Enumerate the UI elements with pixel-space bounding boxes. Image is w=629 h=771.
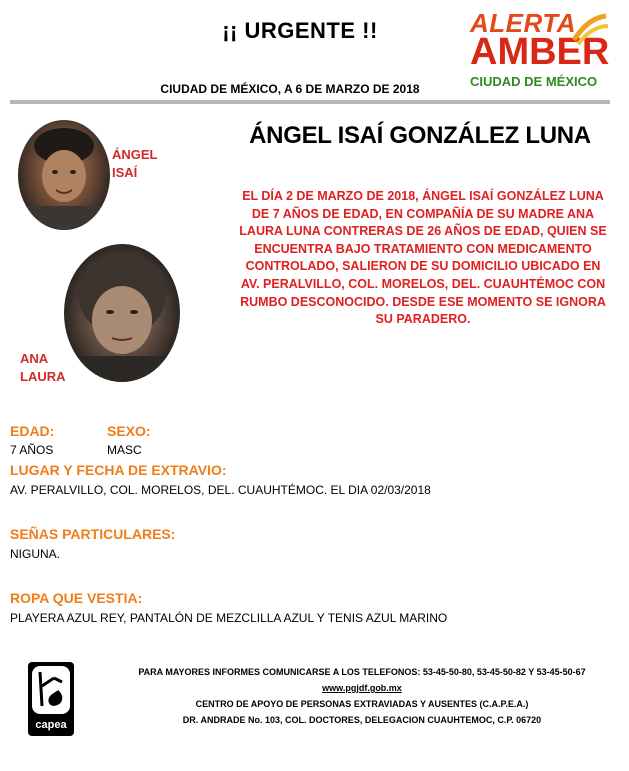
mother-photo: [64, 244, 180, 382]
description-line: DE 7 AÑOS DE EDAD, EN COMPAÑÍA DE SU MADRE ANA: [251, 206, 595, 221]
urgent-heading: ¡¡ URGENTE !!: [222, 18, 378, 43]
logo-alerta-text: ALERTA: [470, 8, 577, 38]
capea-text: capea: [35, 719, 67, 731]
clothes-value: PLAYERA AZUL REY, PANTALÓN DE MEZCLILLA AZUL Y TENIS AZUL MARINO: [10, 611, 448, 625]
case-description: [228, 188, 618, 329]
mother-photo-label-first: ANA: [20, 351, 49, 366]
footer-center: CENTRO DE APOYO DE PERSONAS EXTRAVIADAS Y AUSENTES (C.A.P.E.A.): [195, 699, 529, 709]
description-line: EL DÍA 2 DE MARZO DE 2018, ÁNGEL ISAÍ GONZÁLEZ LUNA: [242, 189, 604, 203]
description-line: AV. PERALVILLO, COL. MORELOS, DEL. CUAUHTÉMOC CON: [240, 276, 606, 291]
place-date-lost-value: AV. PERALVILLO, COL. MORELOS, DEL. CUAUHTÉMOC. EL DIA 02/03/2018: [10, 483, 431, 497]
footer-phones: PARA MAYORES INFORMES COMUNICARSE A LOS TELEFONOS: 53-45-50-80, 53-45-50-82 Y 53-45-50-67: [138, 667, 586, 677]
age-value: 7 AÑOS: [10, 443, 54, 457]
child-photo-label-second: ISAÍ: [112, 165, 138, 180]
clothes-label: ROPA QUE VESTIA:: [10, 590, 143, 606]
age-label: EDAD:: [10, 423, 55, 439]
child-photo-label-first: ÁNGEL: [112, 147, 158, 162]
header-divider: [10, 100, 610, 104]
marks-value: NIGUNA.: [10, 547, 61, 561]
missing-person-name: ÁNGEL ISAÍ GONZÁLEZ LUNA: [249, 122, 591, 149]
marks-label: SEÑAS PARTICULARES:: [10, 526, 176, 542]
footer-url-link[interactable]: www.pgjdf.gob.mx: [322, 683, 402, 693]
footer-contact: [112, 664, 612, 728]
logo-cdmx-text: CIUDAD DE MÉXICO: [470, 74, 598, 89]
child-photo: [18, 120, 110, 230]
place-date-lost-label: LUGAR Y FECHA DE EXTRAVIO:: [10, 462, 227, 478]
mother-photo-label-second: LAURA: [20, 369, 66, 384]
logo-wave-icon: [570, 10, 610, 46]
description-line: RUMBO DESCONOCIDO. DESDE ESE MOMENTO SE IGNORA: [240, 294, 606, 309]
sex-value: MASC: [107, 443, 142, 457]
capea-figure-icon: [28, 662, 74, 718]
capea-logo: [28, 662, 74, 736]
description-line: LAURA LUNA CONTRERAS DE 26 AÑOS DE EDAD, QUIEN SE: [239, 224, 607, 239]
description-line: CONTROLADO, SALIERON DE SU DOMICILIO UBICADO EN: [245, 259, 601, 274]
alerta-amber-logo: [462, 6, 612, 98]
logo-amber-text: AMBER: [470, 31, 610, 73]
description-line: ENCUENTRA BAJO TRATAMIENTO CON MEDICAMENTO: [254, 241, 592, 256]
footer-address: DR. ANDRADE No. 103, COL. DOCTORES, DELEGACION CUAUHTEMOC, C.P. 06720: [182, 715, 542, 725]
description-line: SU PARADERO.: [375, 312, 471, 327]
place-date-line: CIUDAD DE MÉXICO, A 6 DE MARZO DE 2018: [160, 82, 420, 96]
sex-label: SEXO:: [107, 423, 151, 439]
